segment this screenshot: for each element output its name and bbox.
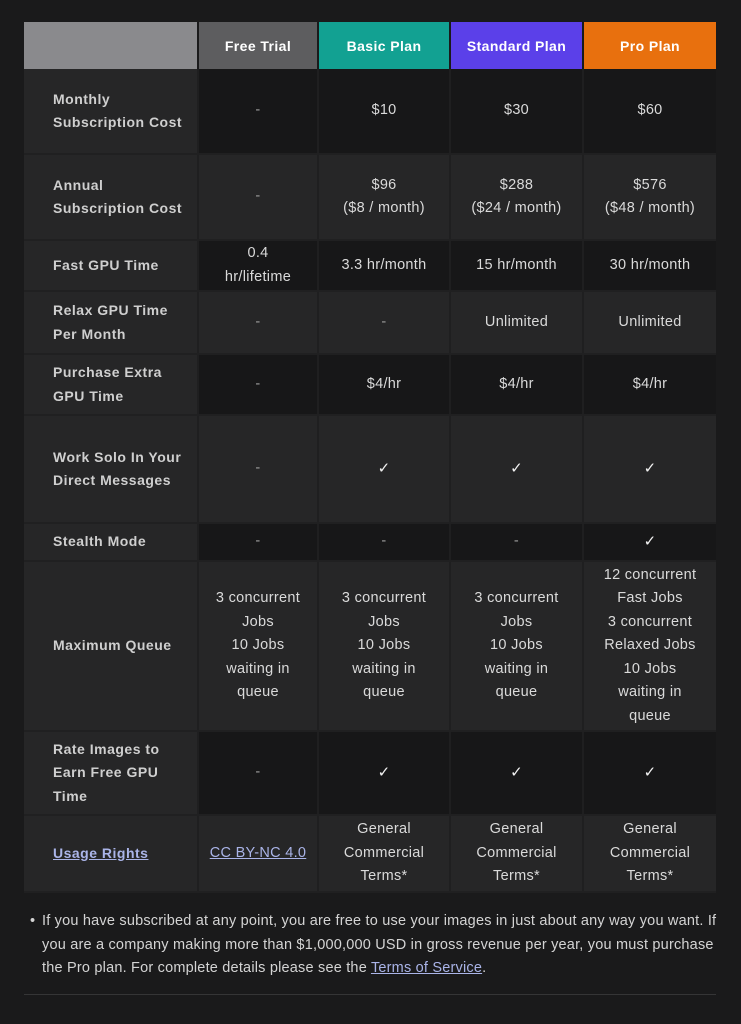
cell-value: 10 Jobs xyxy=(231,637,285,654)
cell-value: 12 concurrent xyxy=(603,566,697,583)
cell-standard-plan xyxy=(450,561,583,731)
cell-standard-plan xyxy=(450,69,583,154)
table-row xyxy=(24,731,716,815)
dash-placeholder: - xyxy=(255,102,261,119)
row-label xyxy=(24,731,198,815)
cell-value: waiting in xyxy=(226,660,290,677)
cell-value: 15 hr/month xyxy=(476,256,557,273)
cell-value: Jobs xyxy=(368,613,400,630)
cell-value: Terms* xyxy=(493,868,540,885)
cell-free-trial xyxy=(198,69,318,154)
table-row xyxy=(24,415,716,523)
usage-rights-link[interactable]: Usage Rights xyxy=(53,844,149,861)
check-icon: ✓ xyxy=(510,764,523,782)
cell-value: ($48 / month) xyxy=(604,200,696,216)
dash-placeholder: - xyxy=(513,533,520,550)
dash-placeholder: - xyxy=(381,313,387,330)
check-icon: ✓ xyxy=(377,764,391,782)
plan-header-standard-plan: Standard Plan xyxy=(450,22,583,69)
cell-value: 10 Jobs xyxy=(623,660,677,677)
cell-standard-plan xyxy=(450,415,583,523)
footnote-text xyxy=(42,910,720,981)
row-label xyxy=(24,154,198,240)
row-label xyxy=(24,415,198,523)
cell-basic-plan xyxy=(318,815,450,892)
table-row xyxy=(24,354,716,415)
table-row xyxy=(24,240,716,291)
footnote-bullet: • xyxy=(30,913,36,929)
cell-value: 0.4 xyxy=(247,245,269,261)
cell-value: Unlimited xyxy=(484,313,549,330)
cell-standard-plan xyxy=(450,240,583,291)
row-label[interactable] xyxy=(24,815,198,892)
dash-placeholder: - xyxy=(381,533,387,550)
cell-pro-plan xyxy=(583,731,716,815)
cell-value: 10 Jobs xyxy=(357,637,411,654)
footnote xyxy=(30,910,720,981)
cell-pro-plan xyxy=(583,240,716,291)
check-icon: ✓ xyxy=(643,764,657,782)
cell-standard-plan xyxy=(450,523,583,561)
cell-basic-plan xyxy=(318,154,450,240)
row-label-text: Maximum Queue xyxy=(53,637,172,654)
cell-standard-plan xyxy=(450,154,583,240)
cell-value: 3.3 hr/month xyxy=(341,256,427,273)
plan-header-basic-plan: Basic Plan xyxy=(318,22,450,69)
cell-basic-plan xyxy=(318,523,450,561)
cell-basic-plan xyxy=(318,731,450,815)
footnote-text-end: . xyxy=(482,960,487,976)
table-row xyxy=(24,561,716,731)
cell-value: ($24 / month) xyxy=(471,200,562,216)
plan-header-free-trial: Free Trial xyxy=(198,22,318,69)
cell-value: 30 hr/month xyxy=(609,256,691,273)
cell-value: queue xyxy=(495,684,538,701)
dash-placeholder: - xyxy=(255,375,261,392)
cell-basic-plan xyxy=(318,240,450,291)
cell-value: Unlimited xyxy=(618,313,682,330)
header-corner xyxy=(24,22,198,69)
cell-pro-plan xyxy=(583,523,716,561)
row-label-text: Work Solo In Your Direct Messages xyxy=(53,448,182,488)
cell-basic-plan xyxy=(318,69,450,154)
cell-basic-plan xyxy=(318,354,450,415)
cell-value: $30 xyxy=(503,102,530,119)
cell-pro-plan xyxy=(583,354,716,415)
check-icon: ✓ xyxy=(377,460,391,478)
cell-value: $60 xyxy=(637,102,663,119)
cell-value: waiting in xyxy=(352,660,416,677)
cell-value: Commercial xyxy=(609,844,691,861)
row-label xyxy=(24,354,198,415)
cell-standard-plan xyxy=(450,354,583,415)
cell-value: General xyxy=(623,821,677,838)
cell-value: Relaxed Jobs xyxy=(604,637,696,654)
cell-pro-plan xyxy=(583,561,716,731)
cell-value: waiting in xyxy=(618,684,682,701)
cell-value: ($8 / month) xyxy=(343,200,425,216)
row-label-text: Rate Images to Earn Free GPU Time xyxy=(53,740,160,804)
cell-value: queue xyxy=(363,684,405,701)
cell-value: hr/lifetime xyxy=(224,268,292,285)
cell-free-trial xyxy=(198,240,318,291)
row-label xyxy=(24,291,198,354)
cell-value: queue xyxy=(237,684,279,701)
cell-standard-plan xyxy=(450,291,583,354)
cell-free-trial xyxy=(198,354,318,415)
cell-standard-plan xyxy=(450,731,583,815)
row-label xyxy=(24,523,198,561)
row-label xyxy=(24,240,198,291)
cell-value: $4/hr xyxy=(632,375,668,392)
cell-basic-plan xyxy=(318,415,450,523)
cell-value: waiting in xyxy=(484,660,549,677)
cell-value: $10 xyxy=(371,102,397,119)
cell-value: $96 xyxy=(371,176,397,193)
cell-basic-plan xyxy=(318,291,450,354)
cell-value: $4/hr xyxy=(366,375,402,392)
row-label xyxy=(24,69,198,154)
cell-pro-plan xyxy=(583,69,716,154)
dash-placeholder: - xyxy=(255,764,261,781)
table-row xyxy=(24,154,716,240)
row-label-text: Purchase Extra GPU Time xyxy=(53,364,162,404)
table-row xyxy=(24,815,716,892)
cell-value: 3 concurrent xyxy=(215,590,301,607)
plan-header-pro-plan: Pro Plan xyxy=(583,22,716,69)
cell-value: General xyxy=(357,821,411,838)
cell-value: $576 xyxy=(633,176,667,193)
cell-value: 3 concurrent xyxy=(341,590,427,607)
dash-placeholder: - xyxy=(255,313,261,330)
cell-value: 10 Jobs xyxy=(490,637,543,654)
table-body xyxy=(24,69,716,892)
cell-free-trial xyxy=(198,731,318,815)
footnote-text-start: If you have subscribed at any point, you are free to use your images in just about any way you want. If you are a company making more than $1,000,000 USD in gross revenue per year, you must purchase the Pro plan. For complete details please see the xyxy=(42,913,717,976)
cell-value: Fast Jobs xyxy=(617,590,683,607)
dash-placeholder: - xyxy=(255,460,261,477)
cell-free-trial xyxy=(198,154,318,240)
cell-standard-plan xyxy=(450,815,583,892)
cell-value: General xyxy=(489,821,544,838)
header-row xyxy=(24,22,716,69)
cell-value: Jobs xyxy=(500,613,533,630)
row-label-text: Relax GPU Time Per Month xyxy=(53,302,168,342)
cell-free-trial[interactable] xyxy=(198,815,318,892)
cell-free-trial xyxy=(198,523,318,561)
terms-of-service-link[interactable]: Terms of Service xyxy=(370,960,483,976)
dash-placeholder: - xyxy=(255,188,261,205)
plan-comparison-table xyxy=(24,22,716,893)
table-row xyxy=(24,69,716,154)
check-icon: ✓ xyxy=(510,460,523,478)
row-label-text: Annual Subscription Cost xyxy=(53,176,183,216)
cell-free-trial xyxy=(198,415,318,523)
check-icon: ✓ xyxy=(643,533,657,551)
cell-value: Jobs xyxy=(242,613,274,630)
cell-pro-plan xyxy=(583,815,716,892)
cell-value: Terms* xyxy=(626,868,674,885)
check-icon: ✓ xyxy=(643,460,657,478)
footer-divider xyxy=(24,994,716,995)
cell-value: Commercial xyxy=(476,844,557,861)
row-label-text: Fast GPU Time xyxy=(53,256,159,273)
dash-placeholder: - xyxy=(255,533,261,550)
cell-pro-plan xyxy=(583,415,716,523)
cell-basic-plan xyxy=(318,561,450,731)
table-row xyxy=(24,523,716,561)
license-link[interactable]: CC BY-NC 4.0 xyxy=(209,844,307,861)
cell-pro-plan xyxy=(583,154,716,240)
table-row xyxy=(24,291,716,354)
cell-value: 3 concurrent xyxy=(607,613,693,630)
cell-value: queue xyxy=(629,707,671,724)
row-label-text: Stealth Mode xyxy=(53,533,147,550)
cell-value: $4/hr xyxy=(499,375,534,392)
cell-value: Terms* xyxy=(360,868,408,885)
cell-value: Commercial xyxy=(343,844,425,861)
row-label xyxy=(24,561,198,731)
row-label-text: Monthly Subscription Cost xyxy=(53,90,183,130)
cell-free-trial xyxy=(198,561,318,731)
cell-pro-plan xyxy=(583,291,716,354)
cell-value: $288 xyxy=(499,176,534,193)
cell-free-trial xyxy=(198,291,318,354)
cell-value: 3 concurrent xyxy=(474,590,559,607)
